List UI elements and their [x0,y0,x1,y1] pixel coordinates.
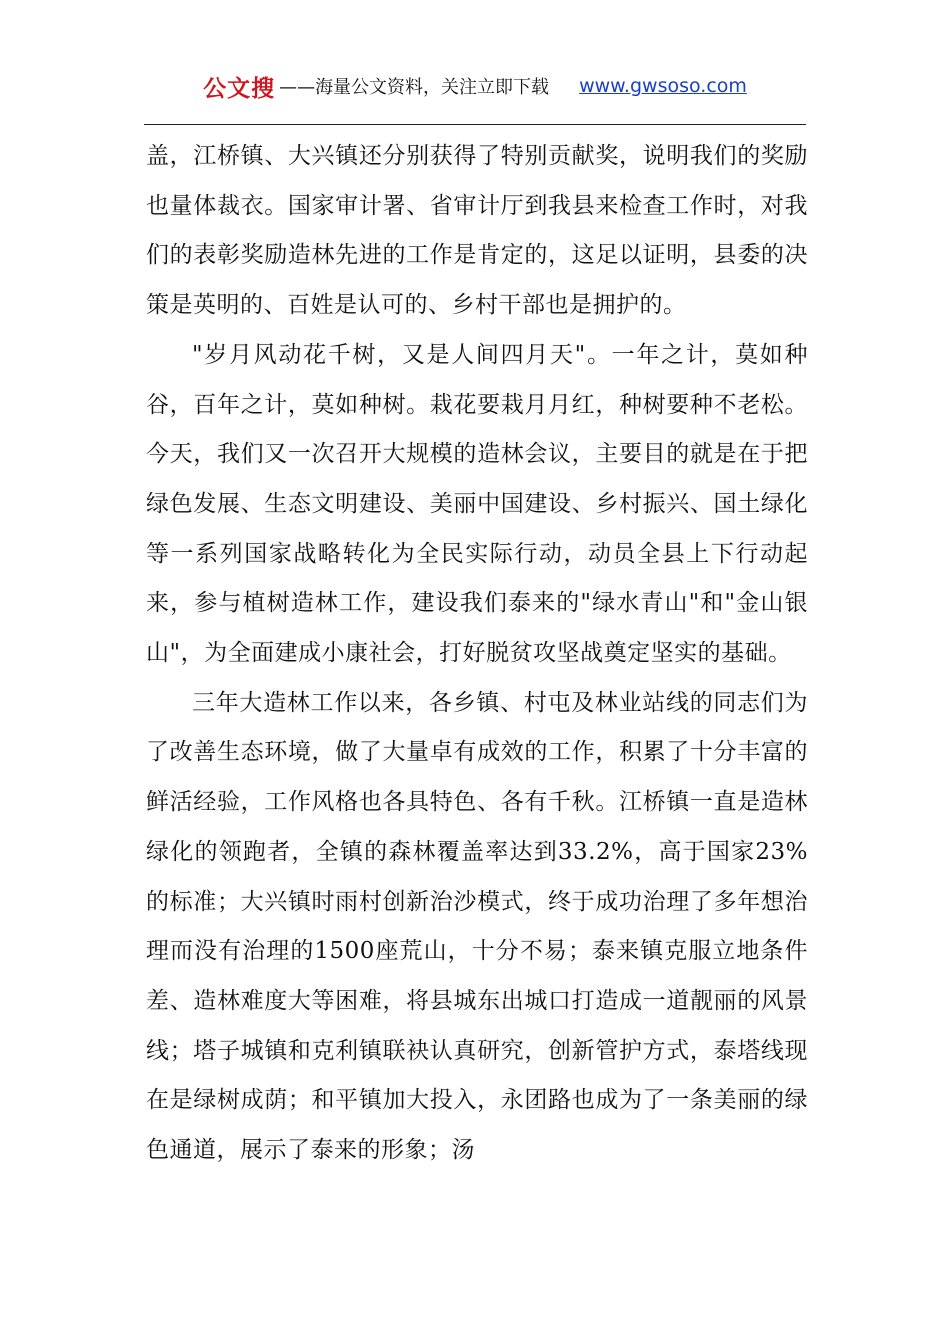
paragraph: 三年大造林工作以来，各乡镇、村屯及林业站线的同志们为了改善生态环境，做了大量卓有成效的工作，积累了十分丰富的鲜活经验，工作风格也各具特色、各有千秋。江桥镇一直是造林绿化的领跑者，全镇的森林覆盖率达到33.2%，高于国家23%的标准；大兴镇时雨村创新治沙模式，终于成功治理了多年想治理而没有治理的1500座荒山，十分不易；泰来镇克服立地条件差、造林难度大等困难，将县城东出城口打造成一道靓丽的风景线；塔子城镇和克利镇联袂认真研究，创新管护方式，泰塔线现在是绿树成荫；和平镇加大投入，永团路也成为了一条美丽的绿色通道，展示了泰来的形象；汤 [146,689,808,1164]
header-tagline: ——海量公文资料，关注立即下载 [279,77,550,98]
document-body [146,132,808,1176]
paragraph: "岁月风动花千树，又是人间四月天"。一年之计，莫如种谷，百年之计，莫如种树。栽花要栽月月红，种树要种不老松。今天，我们又一次召开大规模的造林会议，主要目的就是在于把绿色发展、生态文明建设、美丽中国建设、乡村振兴、国土绿化等一系列国家战略转化为全民实际行动，动员全县上下行动起来，参与植树造林工作，建设我们泰来的"绿水青山"和"金山银山"，为全面建成小康社会，打好脱贫攻坚战奠定坚实的基础。 [146,341,808,667]
paragraph-continued: 盖，江桥镇、大兴镇还分别获得了特别贡献奖，说明我们的奖励也量体裁衣。国家审计署、省审计厅到我县来检查工作时，对我们的表彰奖励造林先进的工作是肯定的，这足以证明，县委的决策是英明的、百姓是认可的、乡村干部也是拥护的。 [146,143,808,319]
brand-logo-text: 公文搜 [203,75,276,102]
header-divider [144,124,806,125]
website-link[interactable]: www.gwsoso.com [579,75,747,97]
page-header [0,66,950,106]
